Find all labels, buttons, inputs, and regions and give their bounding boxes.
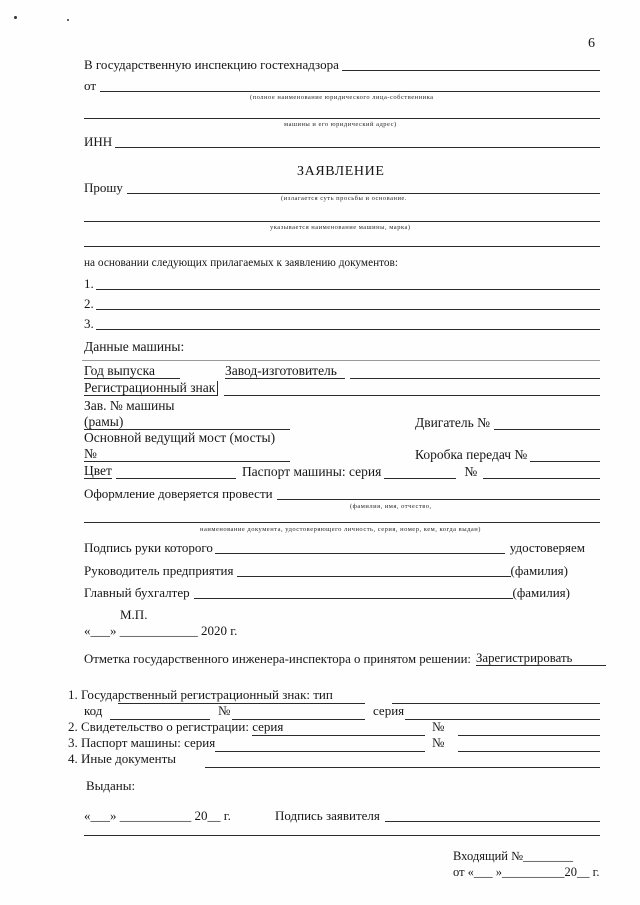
passport-series-label: Паспорт машины: серия <box>241 464 382 479</box>
color-fill-line <box>116 478 236 479</box>
request-machine-caption: указывается наименование машины, марка) <box>270 224 411 231</box>
engine-label: Двигатель № <box>415 415 491 430</box>
from-fill-line <box>100 91 600 92</box>
accountant-row <box>84 586 570 599</box>
owner-address-fill-line <box>84 118 600 119</box>
document-title: ЗАЯВЛЕНИЕ <box>297 164 385 179</box>
attachment-fill-line <box>96 329 600 330</box>
manufacturer-fill-line <box>350 378 600 379</box>
inspector-passport-series-fill-line <box>215 751 425 752</box>
machine-heading: Данные машины: <box>84 339 185 354</box>
issuance-date: «___» ___________ 20__ г. <box>84 808 231 823</box>
director-surname-label: (фамилия) <box>510 563 568 578</box>
plate-code-label: код <box>84 703 103 718</box>
proxy-document-caption: наименование документа, удостоверяющего личность, серия, номер, кем, когда выдан) <box>200 526 481 533</box>
accountant-fill-line <box>194 598 513 599</box>
signature-certify-row <box>84 541 585 554</box>
director-fill-line <box>237 576 510 577</box>
manufacturer-label: Завод-изготовитель <box>225 364 345 379</box>
machine-frame-row <box>84 415 600 430</box>
machine-year-row <box>84 364 600 379</box>
certificate-series-fill-line <box>252 735 425 736</box>
attachment-number: 2. <box>84 296 94 311</box>
passport-number-fill-line <box>483 478 600 479</box>
inspector-decision: Зарегистрировать <box>475 651 573 665</box>
attachment-number: 3. <box>84 316 94 331</box>
director-row <box>84 564 568 577</box>
color-label: Цвет <box>84 463 112 478</box>
proxy-label: Оформление доверяется провести <box>84 486 273 501</box>
passport-number-label: № <box>464 464 478 479</box>
gearbox-fill-line <box>530 461 600 462</box>
registration-sign-label: Регистрационный знак <box>84 381 218 396</box>
machine-color-row <box>84 464 600 479</box>
inspector-decision-fill-line <box>572 665 606 666</box>
chief-accountant-label: Главный бухгалтер <box>84 585 190 600</box>
from-label: от <box>84 78 97 93</box>
certify-label: удостоверяем <box>509 540 585 555</box>
engine-fill-line <box>494 429 600 430</box>
inspector-passport-number-label: № <box>432 735 445 750</box>
machine-axle-row <box>84 447 600 462</box>
other-documents-label: 4. Иные документы <box>68 751 177 766</box>
inspector-passport-number-fill-line <box>458 751 600 752</box>
inn-row <box>84 135 600 148</box>
year-label: Год выпуска <box>84 364 180 379</box>
incoming-date: от «___ »__________20__ г. <box>453 865 600 879</box>
inn-fill-line <box>115 147 600 148</box>
attachment-fill-line <box>96 289 600 290</box>
serial-number-label: Зав. № машины <box>84 398 175 413</box>
attachment-fill-line <box>96 309 600 310</box>
addressee-fill-line <box>342 70 600 71</box>
issuance-fill-line <box>84 835 600 836</box>
machine-registration-row <box>84 381 600 396</box>
other-documents-fill-line <box>205 767 600 768</box>
certificate-number-label: № <box>432 719 445 734</box>
passport-series-fill-line <box>384 478 456 479</box>
inn-label: ИНН <box>84 134 113 149</box>
inspector-note-label: Отметка государственного инженера-инспектора о принятом решении: <box>84 652 471 666</box>
issued-label: Выданы: <box>86 778 136 793</box>
request-fill-line-2 <box>84 221 600 222</box>
incoming-number: Входящий №________ <box>453 849 574 863</box>
plate-type-fill-line <box>118 703 365 704</box>
machine-section-divider <box>82 360 600 361</box>
attachments-intro: на основании следующих прилагаемых к заявлению документов: <box>84 257 399 269</box>
director-label: Руководитель предприятия <box>84 563 234 578</box>
plate-type-fill-line-2 <box>392 703 600 704</box>
scan-mark-dot <box>67 19 69 21</box>
addressee-row <box>84 58 600 71</box>
request-row <box>84 181 600 194</box>
inspector-passport-label: 3. Паспорт машины: серия <box>68 735 216 750</box>
registration-sign-fill-line <box>224 395 600 396</box>
proxy-document-fill-line <box>84 522 600 523</box>
applicant-signature-fill-line <box>385 821 600 822</box>
signature-of-label: Подпись руки которого <box>84 540 213 555</box>
attachment-item <box>84 317 600 330</box>
proxy-fill-line <box>277 499 600 500</box>
accountant-surname-label: (фамилия) <box>512 585 570 600</box>
certificate-label: 2. Свидетельство о регистрации: серия <box>68 719 284 734</box>
attachment-item <box>84 297 600 310</box>
drive-axle-label: Основной ведущий мост (мосты) <box>84 430 276 445</box>
request-fill-line <box>127 193 600 194</box>
attachment-item <box>84 277 600 290</box>
drive-axle-number-label: № <box>84 447 290 462</box>
plate-label: 1. Государственный регистрационный знак: тип <box>68 687 333 702</box>
request-essence-caption: (излагается суть просьбы и основание. <box>281 195 407 202</box>
request-fill-line-3 <box>84 246 600 247</box>
gearbox-label: Коробка передач № <box>415 447 528 462</box>
proxy-name-caption: (фамилия, имя, отчество, <box>350 503 432 510</box>
attachment-number: 1. <box>84 276 94 291</box>
seal-mark: М.П. <box>120 607 148 622</box>
address-caption: машины и его юридический адрес) <box>284 121 397 128</box>
from-row <box>84 79 600 92</box>
page-number: 6 <box>588 36 595 51</box>
certification-date: «___» ____________ 2020 г. <box>84 623 238 638</box>
applicant-signature-label: Подпись заявителя <box>275 808 380 823</box>
plate-number-label: № <box>218 703 231 718</box>
plate-series-label: серия <box>373 703 405 718</box>
signature-fill-line <box>215 553 505 554</box>
request-label: Прошу <box>84 180 123 195</box>
owner-caption: (полное наименование юридического лица-собственника <box>250 94 434 101</box>
proxy-row <box>84 487 600 500</box>
frame-label: (рамы) <box>84 415 290 430</box>
certificate-number-fill-line <box>458 735 600 736</box>
inspector-decision-row <box>84 652 606 666</box>
addressee-label: В государственную инспекцию гостехнадзора <box>84 57 339 72</box>
scan-mark-dot <box>14 16 17 19</box>
